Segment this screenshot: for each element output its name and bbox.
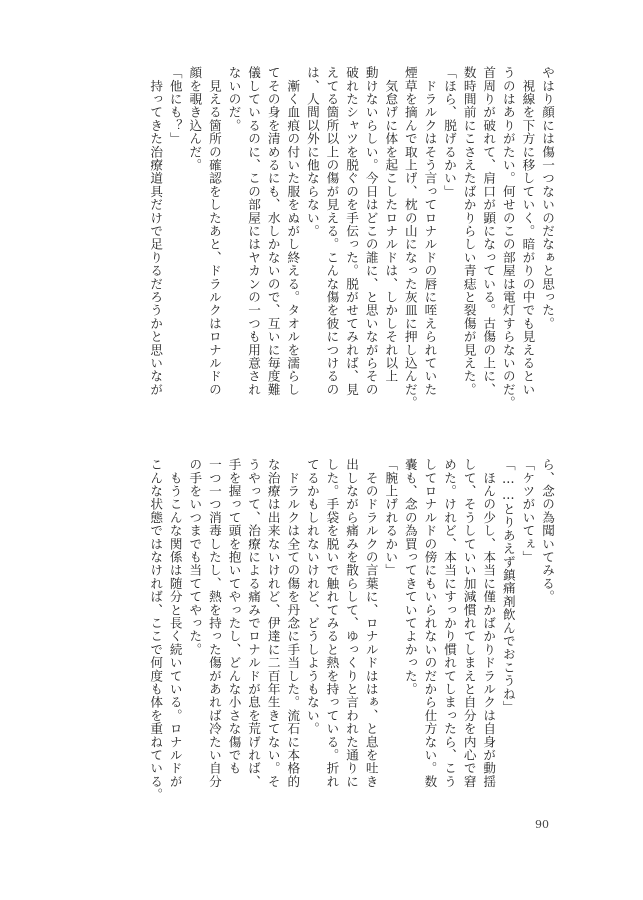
text-line: は、人間以外に他ならない。 <box>304 66 320 238</box>
text-line: ドラルクはそう言ってロナルドの唇に咥えられていた <box>422 66 438 396</box>
text-line: 儀しているのに、この部屋にはヤカンの一つも用意され <box>246 66 262 396</box>
text-line: 漸く血痕の付いた服をぬがし終える。タオルを濡らし <box>285 66 301 396</box>
text-line: 顔を覗き込んだ。 <box>187 66 203 172</box>
text-line: 煙草を摘んで取上げ、枕の山になった灰皿に押し込んだ。 <box>402 66 418 410</box>
text-line: てるかもしれないけれど、どうしようもない。 <box>304 458 320 736</box>
text-line: 首周りが破れて、肩口が顕になっている。古傷の上に、 <box>481 66 497 396</box>
text-line: ほんの少し、本当に僅かばかりドラルクは自身が動揺 <box>481 458 497 788</box>
text-line: そのドラルクの言葉に、ロナルドははぁ、と息を吐き <box>363 458 379 788</box>
text-line: うのはありがたい。何せのこの部屋は電灯すらないのだ。 <box>500 66 516 410</box>
text-line: めた。けれど、本当にすっかり慣れてしまったら、こう <box>442 458 458 788</box>
text-line: こんな状態ではなければ、ここで何度も体を重ねている。 <box>148 458 164 802</box>
text-line: 数時間前にこさえたばかりらしい青痣と裂傷が見えた。 <box>461 66 477 396</box>
text-line: もうこんな関係は随分と長く続いている。ロナルドが <box>167 458 183 788</box>
text-line: やはり顔には傷一つないのだなぁと思った。 <box>540 66 555 330</box>
text-line: な治療は出来ないけれど、伊達に二百年生きてない。そ <box>265 458 281 788</box>
text-line: ないのだ。 <box>226 66 242 132</box>
text-line: 「他にも？」 <box>167 66 183 146</box>
text-line: ドラルクは全ての傷を丹念に手当した。流石に本格的 <box>285 458 301 788</box>
text-line: 嚢も、念の為買ってきていてよかった。 <box>402 458 418 696</box>
text-line: した。手袋を脱いで触れてみると熱を持っている。折れ <box>324 458 340 788</box>
text-line: 見える箇所の確認をしたあと、ドラルクはロナルドの <box>206 66 222 396</box>
text-line: 視線を下方に移していく。暗がりの中でも見えるとい <box>520 66 536 396</box>
text-line: 持ってきた治療道具だけで足りるだろうかと思いなが <box>148 66 164 396</box>
text-line: 「ほら、脱げるかい」 <box>442 66 458 198</box>
text-line: ら、念の為聞いてみる。 <box>540 458 555 604</box>
text-line: 「……とりあえず鎮痛剤飲んでおこうね」 <box>500 458 516 714</box>
text-line: してロナルドの傍にもいられないのだから仕方ない。数 <box>422 458 438 788</box>
text-line: 手を握って頭を抱いてやったし、どんな小さな傷でも <box>226 458 242 775</box>
text-line: うやって、治療による痛みでロナルドが息を荒げれば、 <box>246 458 262 788</box>
text-line: 「腕上げれるかい」 <box>383 458 399 577</box>
text-line: 動けないらしい。今日はどこの誰に、と思いながらその <box>363 66 379 396</box>
text-line: てその身を清めるにも、水しかないので、互いに毎度難 <box>265 66 281 396</box>
text-line: 「ケツがいてぇ」 <box>520 458 536 564</box>
text-line: えてる箇所以上の傷が見える。こんな傷を彼につけるの <box>324 66 340 396</box>
bottom-text-block <box>87 458 557 806</box>
page-number: 90 <box>535 818 549 831</box>
text-line: 一つ一つ消毒したし、熱を持った傷があれば冷たい自分 <box>206 458 222 788</box>
text-line: して、そうしていい加減慣れてしまえと自分を内心で窘 <box>461 458 477 788</box>
text-line: 気怠げに体を起こしたロナルドは、しかしそれ以上 <box>383 66 399 383</box>
text-line: 出しながら痛みを散らして、ゆっくりと言われた通りに <box>344 458 360 788</box>
top-text-block <box>87 66 557 414</box>
text-line: の手をいつまでも当ててやった。 <box>187 458 203 656</box>
text-line: 破れたシャツを脱ぐのを手伝った。脱がせてみれば、見 <box>344 66 360 396</box>
